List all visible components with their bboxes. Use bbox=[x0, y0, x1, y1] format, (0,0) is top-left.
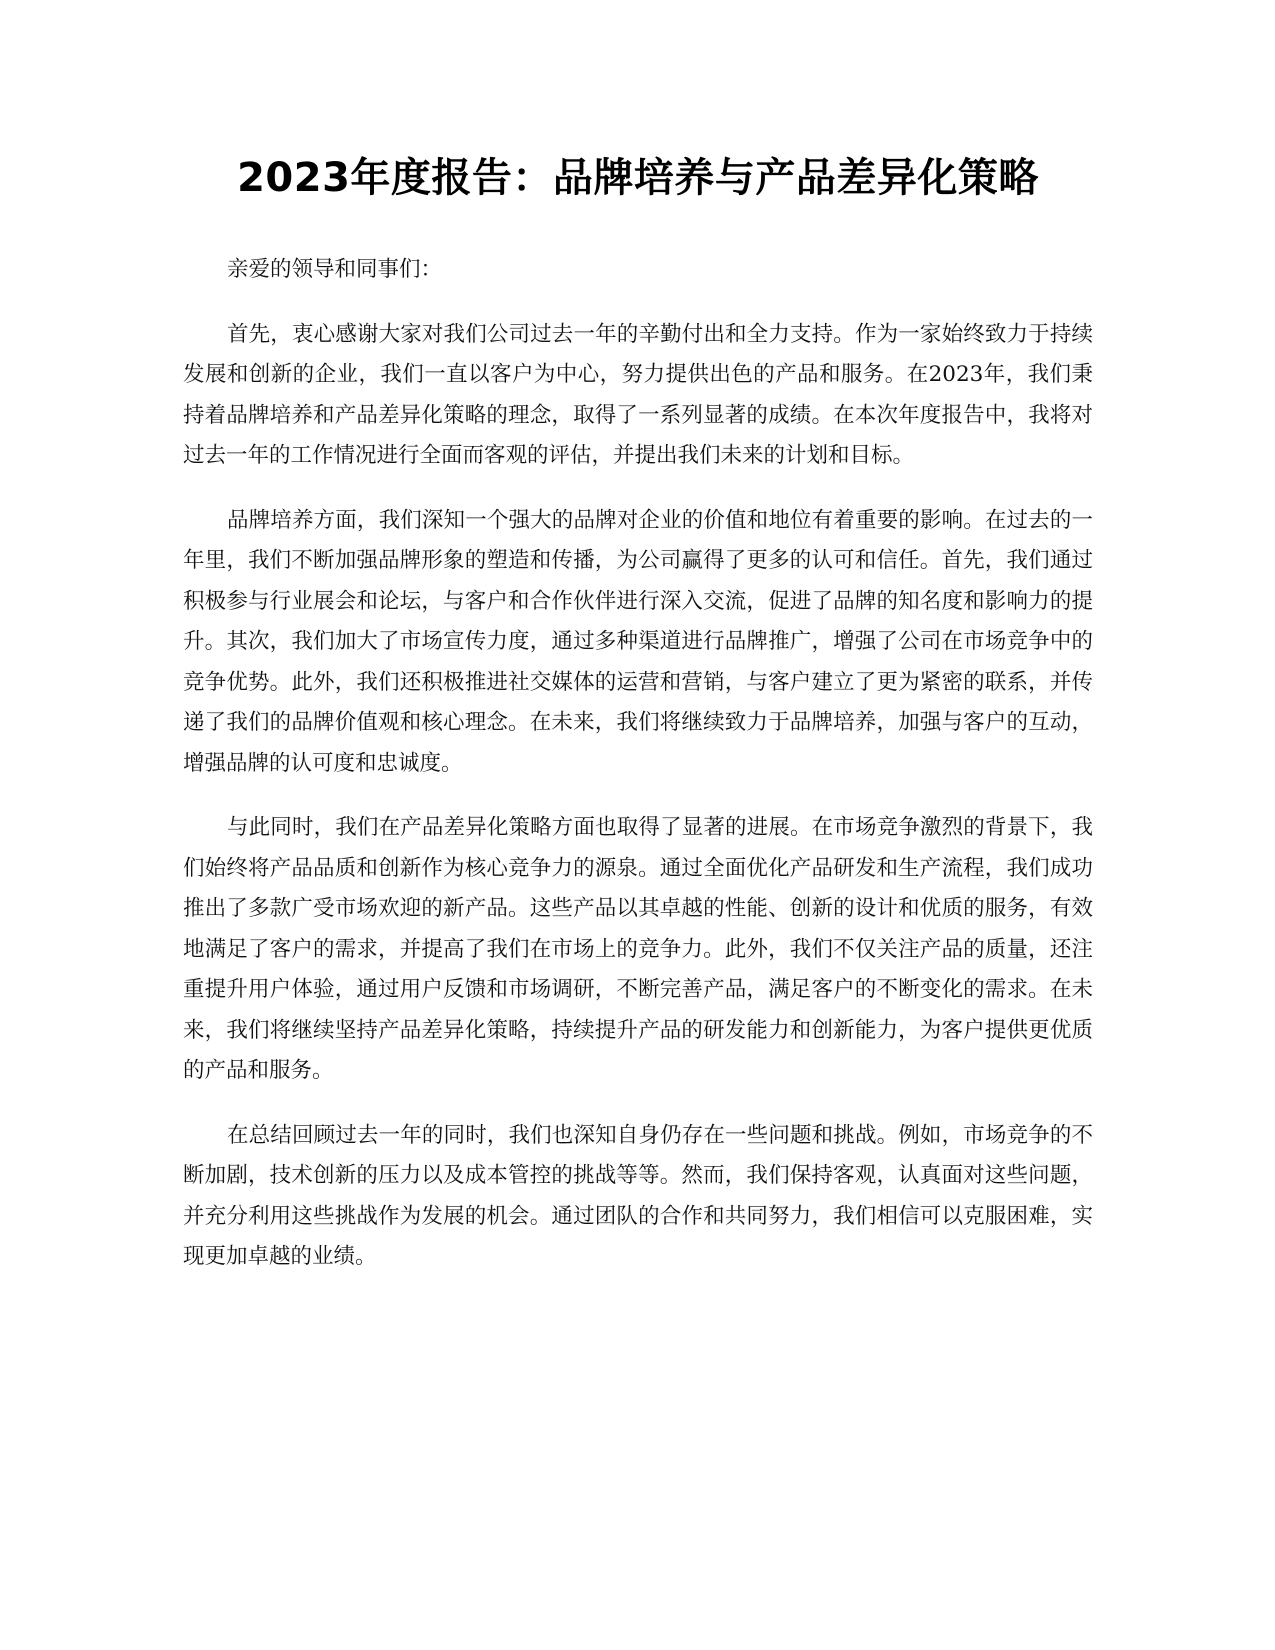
paragraph-thanks: 首先，衷心感谢大家对我们公司过去一年的辛勤付出和全力支持。作为一家始终致力于持续发展和创新的企业，我们一直以客户为中心，努力提供出色的产品和服务。在2023年，我们秉持着品牌培养和产品差异化策略的理念，取得了一系列显著的成绩。在本次年度报告中，我将对过去一年的工作情况进行全面而客观的评估，并提出我们未来的计划和目标。 bbox=[183, 321, 1093, 468]
paragraph-challenges: 在总结回顾过去一年的同时，我们也深知自身仍存在一些问题和挑战。例如，市场竞争的不断加剧，技术创新的压力以及成本管控的挑战等等。然而，我们保持客观，认真面对这些问题，并充分利用这些挑战作为发展的机会。通过团队的合作和共同努力，我们相信可以克服困难，实现更加卓越的业绩。 bbox=[183, 1122, 1093, 1269]
paragraph-product-differentiation: 与此同时，我们在产品差异化策略方面也取得了显著的进展。在市场竞争激烈的背景下，我们始终将产品品质和创新作为核心竞争力的源泉。通过全面优化产品研发和生产流程，我们成功推出了多款广受市场欢迎的新产品。这些产品以其卓越的性能、创新的设计和优质的服务，有效地满足了客户的需求，并提高了我们在市场上的竞争力。此外，我们不仅关注产品的质量，还注重提升用户体验，通过用户反馈和市场调研，不断完善产品，满足客户的不断变化的需求。在未来，我们将继续坚持产品差异化策略，持续提升产品的研发能力和创新能力，为客户提供更优质的产品和服务。 bbox=[183, 815, 1093, 1083]
greeting: 亲爱的领导和同事们： bbox=[227, 257, 443, 282]
document-title: 2023年度报告：品牌培养与产品差异化策略 bbox=[237, 155, 1039, 201]
paragraph-brand-building: 品牌培养方面，我们深知一个强大的品牌对企业的价值和地位有着重要的影响。在过去的一年里，我们不断加强品牌形象的塑造和传播，为公司赢得了更多的认可和信任。首先，我们通过积极参与行业展会和论坛，与客户和合作伙伴进行深入交流，促进了品牌的知名度和影响力的提升。其次，我们加大了市场宣传力度，通过多种渠道进行品牌推广，增强了公司在市场竞争中的竞争优势。此外，我们还积极推进社交媒体的运营和营销，与客户建立了更为紧密的联系，并传递了我们的品牌价值观和核心理念。在未来，我们将继续致力于品牌培养，加强与客户的互动，增强品牌的认可度和忠诚度。 bbox=[183, 507, 1093, 776]
document-page bbox=[183, 150, 1093, 1302]
